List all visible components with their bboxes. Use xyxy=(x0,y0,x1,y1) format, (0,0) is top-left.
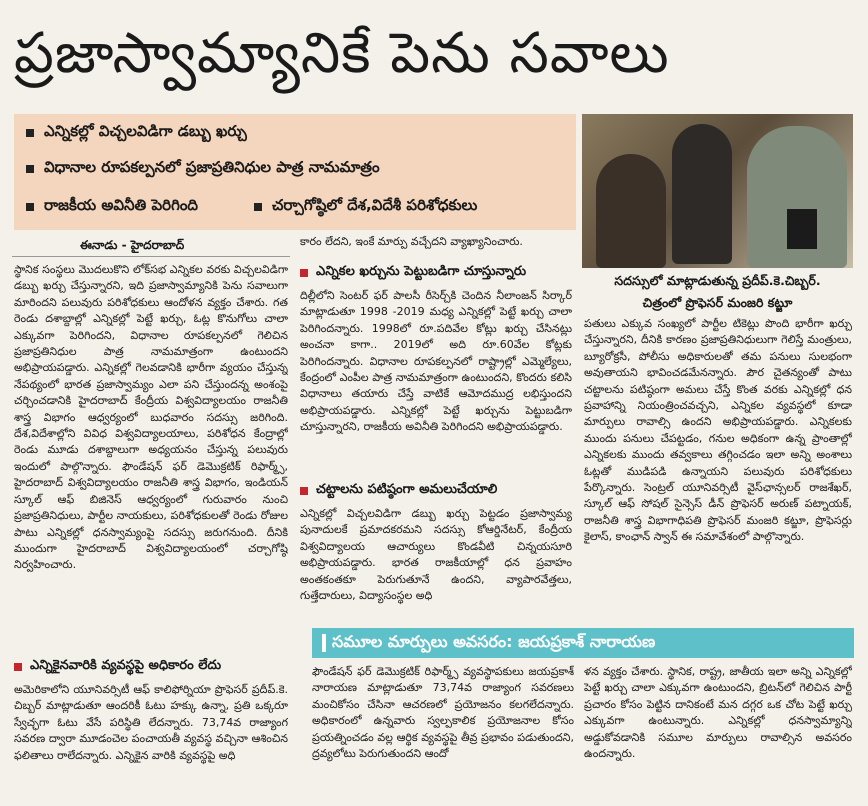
highlights-box xyxy=(14,114,576,230)
event-photo xyxy=(582,114,853,268)
highlight-1: ఎన్నికల్లో విచ్చలవిడిగా డబ్బు ఖర్చు xyxy=(26,122,247,144)
red-marker-icon xyxy=(14,663,22,671)
highlight-4: చర్చాగోష్ఠిలో దేశ,విదేశీ పరిశోధకులు xyxy=(254,196,477,218)
box-column-1: ఫౌండేషన్ ఫర్ డెమొక్రటిక్ రిఫార్మ్స్ వ్యవస్థాపకులు జయప్రకాశ్ నారాయణ మాట్లాడుతూ 73,74వ రాజ్యాంగ సవరణలు మంచికోసం చేసినా ఆచరణలో ప్రయోజనం కలగలేదన్నారు. అధికారంలో ఉన్నవారు స్వల్పకాలిక ప్రయోజనాల కోసం ప్రయత్నించడం వల్ల ఆర్థిక వ్యవస్థపై తీవ్ర ప్రభావం పడుతుందని, ద్రవ్యలోటు పెరుగుతుందని ఆందో xyxy=(312,665,574,761)
red-marker-icon xyxy=(300,269,308,277)
bullet-icon xyxy=(254,203,262,211)
column-3-body: పతులు ఎక్కువ సంఖ్యలో పార్టీల టికెట్లు పొంది భారీగా ఖర్చు చేస్తున్నారని, దీనికి కారణం ప్రజాప్రతినిధులుగా గెలిస్తే మంత్రులు, బ్యూరోక్రసీ, పోలీసు అధికారులతో తమ పనులు సులభంగా అవుతాయని భావించడమేనన్నారు. పౌర చైతన్యంతో పాటు చట్టాలను పటిష్ఠంగా అమలు చేస్తే కొంత వరకు ఎన్నికల్లో ధన ప్రవాహాన్ని నియంత్రించవచ్చని, ఎన్నికల వ్యవస్థలో కూడా మార్పులు రావాల్సి ఉందని అభిప్రాయపడ్డారు. ఎన్నికలకు ముందు పనులు చేపట్టడం, గనుల అధికంగా ఉన్న ప్రాంతాల్లో ఎన్నికలకు ముందు తవ్వకాలు తగ్గించడం ఇలా అన్ని అంశాలు ఓట్లతో ముడిపడి ఉన్నాయని పలువురు పరిశోధకులు పేర్కొన్నారు. సెంట్రల్ యూనివర్సిటీ వైస్‌ఛాన్సలర్ రాజశేఖర్, స్కూల్ ఆఫ్ సోషల్ సైన్సెస్ డీన్ ప్రొఫెసర్ అరుణ్ పట్నాయక్, రాజనీతి శాస్త్ర విభాగాధిపతి ప్రొఫెసర్ మంజరి కట్జూ, ప్రొఫెసర్లు కైలాస్, కాంఛాన్ స్వాన్ ఈ సమావేశంలో పాల్గొన్నారు. xyxy=(584,317,852,544)
subheading-col2-1: ఎన్నికల ఖర్చును పెట్టుబడిగా చూస్తున్నారు xyxy=(300,264,526,282)
bullet-icon xyxy=(26,129,34,137)
highlight-2: విధానాల రూపకల్పనలో ప్రజాప్రతినిధుల పాత్ర నామమాత్రం xyxy=(26,158,380,180)
bullet-icon xyxy=(26,165,34,173)
column-2-body-0: కారం లేదని, ఇంకే మార్పు వచ్చేదని వ్యాఖ్యానించారు. xyxy=(300,235,523,248)
column-2-body-2: ఎన్నికల్లో విచ్చలవిడిగా డబ్బు ఖర్చు పెట్టడం ప్రజాస్వామ్య పునాదులకే ప్రమాదకరమని సదస్సు కోఆర్డినేటర్, కేంద్రీయ విశ్వవిద్యాలయ ఆచార్యులు కొండవీటి చిన్నయసూరి అభిప్రాయపడ్డారు. భారత రాజకీయాల్లో ధన ప్రవాహం అంతకంతకూ పెరుగుతూనే ఉందని, వ్యాపారవేత్తలు, గుత్తేదారులు, విద్యాసంస్థల అధి xyxy=(300,507,572,603)
column-1-body-2: అమెరికాలోని యూనివర్సిటీ ఆఫ్ కాలిఫోర్నియా ప్రొఫెసర్ ప్రదీప్.కె. చిబ్బర్ మాట్లాడుతూ ఆందరికీ ఓటు హక్కు ఉన్నా, ప్రతి ఒక్కరూ స్వేచ్ఛగా ఓటు వేసే పరిస్థితి లేదన్నారు. 73,74వ రాజ్యాంగ సవరణ ద్వారా మూడంచెల పంచాయతీ వ్యవస్థ వచ్చినా ఆశించిన ఫలితాలు రాలేదన్నారు. ఎన్నికైన వారికి వ్యవస్థపై అధి xyxy=(14,683,288,762)
photo-caption: సదస్సులో మాట్లాడుతున్న ప్రదీప్.కె.చిబ్బర్. చిత్రంలో ప్రొఫెసర్ మంజరి కట్జూ xyxy=(614,273,821,310)
column-2-body-1: దిల్లీలోని సెంటర్ ఫర్ పాలసీ రీసెర్చ్‌కి చెందిన నీలాంజన్ సిర్కార్ మాట్లాడుతూ 1998 -2019 మధ్య ఎన్నికల్లో పెట్టే ఖర్చు చాలా పెరిగిందన్నారు. 1998లో రూ.పదివేల కోట్లు ఖర్చు చేసినట్లు అంచనా కాగా.. 2019లో అది రూ.60వేల కోట్లకు పెరిగిందన్నారు. విధానాల రూపకల్పనలో రాష్ట్రాల్లో ఎమ్మెల్యేలు, కేంద్రంలో ఎంపీల పాత్ర నామమాత్రంగా ఉంటుందని, కొందరు కలిసి విధానాలు తయారు చేస్తే వాటికే ఆమోదముద్ర లభిస్తుందని అభిప్రాయపడ్డారు. ఎన్నికల్లో పెట్టే ఖర్చును పెట్టుబడిగా చూస్తున్నారని, రాజకీయ అవినీతి పెరిగిందని అభిప్రాయపడ్డారు. xyxy=(300,289,572,434)
box-heading: సమూల మార్పులు అవసరం: జయప్రకాశ్ నారాయణ xyxy=(312,628,854,658)
column-1-body: స్థానిక సంస్థలు మొదలుకొని లోక్‌సభ ఎన్నికల వరకు విచ్చలవిడిగా డబ్బు ఖర్చు చేస్తున్నారని, ఇది ప్రజాస్వామ్యానికి పెను సవాలుగా మారిందని పలువురు పరిశోధకులు ఆందోళన వ్యక్తం చేశారు. గత రెండు దశాబ్దాల్లో ఎన్నికల్లో పెట్టే ఖర్చు, ఓట్ల కొనుగోలు చాలా ఎక్కువగా పెరిగిందని, విధానాల రూపకల్పనలో గెలిచిన ప్రజాప్రతినిధుల పాత్ర నామమాత్రంగా ఉంటుందని అభిప్రాయపడ్డారు. ఎన్నికల్లో గెలవడానికి భారీగా వ్యయం చేస్తున్న నేపథ్యంలో భారత ప్రజాస్వామ్యం ఎలా పని చేస్తుందన్న అంశంపై చర్చించడానికి హైదరాబాద్ కేంద్రీయ విశ్వవిద్యాలయం రాజనీతి శాస్త్ర విభాగం ఆధ్వర్యంలో బుధవారం సదస్సు జరిగింది. దేశ,విదేశాల్లోని వివిధ విశ్వవిద్యాలయాలు, పరిశోధన కేంద్రాల్లో రెండు మూడు దశాబ్దాలుగా అధ్యయనం చేస్తున్న పలువురు ఇందులో పాల్గొన్నారు. ఫౌండేషన్ ఫర్ డెమొక్రటిక్ రిఫార్మ్స్, హైదరాబాద్ విశ్వవిద్యాలయం రాజనీతి శాస్త్ర విభాగం, ఇండియన్ స్కూల్ ఆఫ్ బిజినెస్ ఆధ్వర్యంలో గురువారం నుంచి ప్రజాప్రతినిధులు, పార్టీల నాయకులు, పరిశోధకులతో రెండు రోజుల పాటు ఎన్నికల్లో ధనస్వామ్యంపై సదస్సు జరుగనుంది. దీనికి ముందుగా హైదరాబాద్ విశ్వవిద్యాలయంలో చర్చాగోష్ఠి నిర్వహించారు. xyxy=(14,263,288,572)
subheading-col2-2: చట్టాలను పటిష్ఠంగా అమలుచేయాలి xyxy=(300,482,497,500)
dateline: ఈనాడు - హైదరాబాద్ xyxy=(80,238,185,252)
box-column-2: ళన వ్యక్తం చేశారు. స్థానిక, రాష్ట్ర, జాతీయ ఇలా అన్ని ఎన్నికల్లో పెట్టే ఖర్చు చాలా ఎక్కువగా ఉంటుందని, బ్రిటన్‌లో గెలిచిన పార్టీ ప్రచారం కోసం పెట్టిన దానికంటే మన దగ్గర ఒక చోట పెట్టే ఖర్చు ఎక్కువగా ఉంటున్నారు. ఎన్నికల్లో ధనస్వామ్యాన్ని అడ్డుకోవడానికి సమూల మార్పులు రావాల్సిన అవసరం ఉందన్నారు. xyxy=(584,665,852,761)
divider xyxy=(12,256,290,257)
red-marker-icon xyxy=(300,487,308,495)
headline-text: ప్రజాస్వామ్యానికే పెను సవాలు xyxy=(14,21,670,86)
highlight-3: రాజకీయ అవినీతి పెరిగింది xyxy=(26,196,198,218)
headline xyxy=(0,0,868,108)
bullet-icon xyxy=(26,203,34,211)
subheading-col1: ఎన్నికైనవారికి వ్యవస్థపై అధికారం లేదు xyxy=(14,658,221,676)
